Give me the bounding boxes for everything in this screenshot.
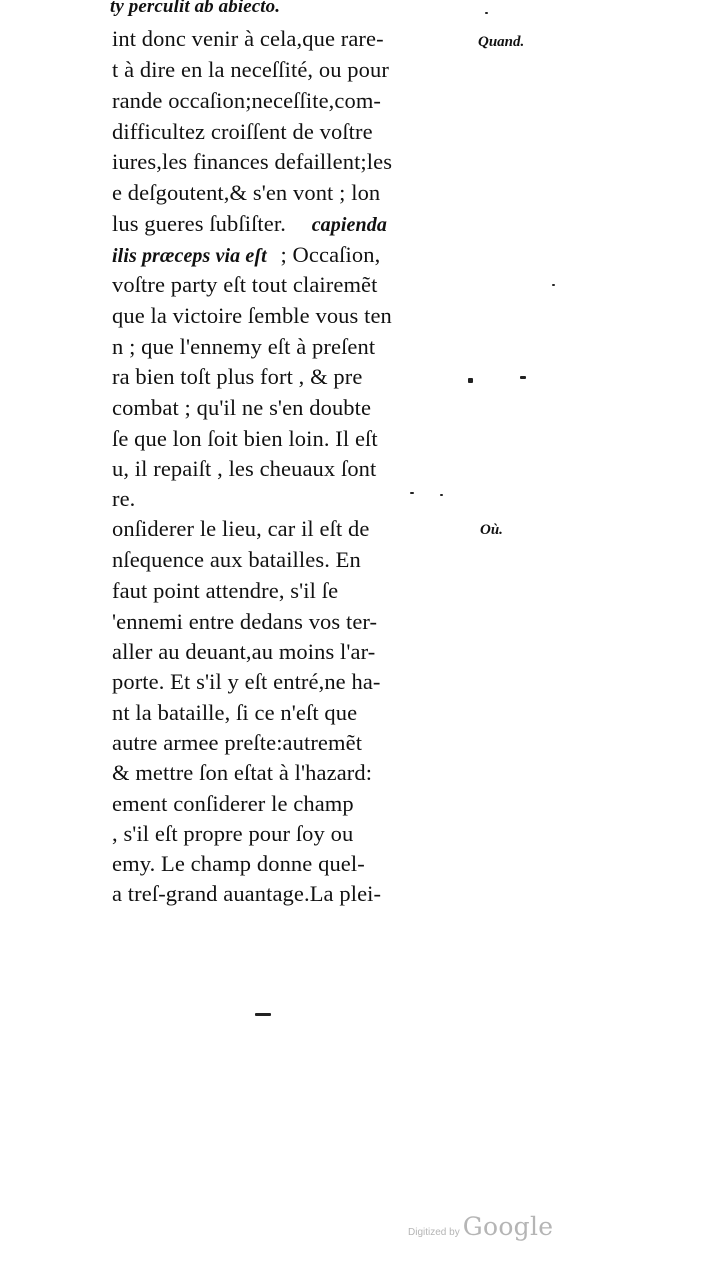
text-line: re. — [112, 486, 136, 511]
text-line: u, il repaiſt , les cheuaux ſont — [112, 456, 377, 481]
text-line: int donc venir à cela,que rare- — [112, 26, 384, 51]
text-line: autre armee preſte:autremẽt — [112, 730, 363, 755]
text-line: combat ; qu'il ne s'en doubte — [112, 395, 372, 420]
ink-speck — [410, 492, 414, 494]
text-line: ty perculit ab abiecto. — [110, 0, 281, 17]
text-line: ra bien toſt plus fort , & pre — [112, 364, 363, 389]
italic-segment: ilis præceps via eſt — [112, 245, 267, 267]
text-line: onſiderer le lieu, car il eſt de — [112, 516, 370, 541]
text-line — [112, 240, 380, 271]
text-line: ſe que lon ſoit bien loin. Il eſt — [112, 426, 378, 451]
italic-segment: capienda — [311, 214, 387, 236]
text-line: n ; que l'ennemy eſt à preſent — [112, 334, 376, 359]
digitization-watermark — [408, 1212, 553, 1241]
text-line — [112, 209, 387, 240]
text-line: faut point attendre, s'il ſe — [112, 578, 339, 603]
text-line: 'ennemi entre dedans vos ter- — [112, 609, 378, 634]
text-line: iures,les finances defaillent;les — [112, 149, 393, 174]
text-line: e deſgoutent,& s'en vont ; lon — [112, 180, 381, 205]
ink-speck — [255, 1013, 271, 1016]
margin-note: Quand. — [478, 34, 525, 50]
text-segment: ; Occaſion, — [280, 242, 381, 267]
text-line: que la victoire ſemble vous ten — [112, 303, 392, 328]
text-line: porte. Et s'il y eſt entré,ne ha- — [112, 669, 381, 694]
text-line: aller au deuant,au moins l'ar- — [112, 639, 376, 664]
text-line: t à dire en la neceſſité, ou pour — [112, 57, 389, 82]
ink-speck — [552, 284, 555, 286]
text-line: & mettre ſon eſtat à l'hazard: — [112, 760, 373, 785]
text-line: emy. Le champ donne quel- — [112, 851, 365, 876]
google-logo: Google — [462, 1212, 554, 1241]
watermark-caption: Digitized by — [408, 1227, 460, 1238]
ink-speck — [520, 376, 526, 379]
text-segment: lus gueres ſubſiſter. — [112, 211, 286, 236]
ink-speck — [440, 494, 443, 496]
text-line: difficultez croiſſent de voſtre — [112, 119, 373, 144]
text-line: ement conſiderer le champ — [112, 791, 354, 816]
text-line: nt la bataille, ſi ce n'eſt que — [112, 700, 358, 725]
text-line: nſequence aux batailles. En — [112, 547, 361, 572]
text-line: voſtre party eſt tout clairemẽt — [112, 272, 378, 297]
text-line: , s'il eſt propre pour ſoy ou — [112, 821, 354, 846]
ink-speck — [485, 12, 488, 14]
margin-note: Où. — [480, 522, 503, 538]
text-line: rande occaſion;neceſſite,com- — [112, 88, 382, 113]
ink-speck — [468, 378, 473, 383]
text-line: a treſ-grand auantage.La plei- — [112, 881, 382, 906]
